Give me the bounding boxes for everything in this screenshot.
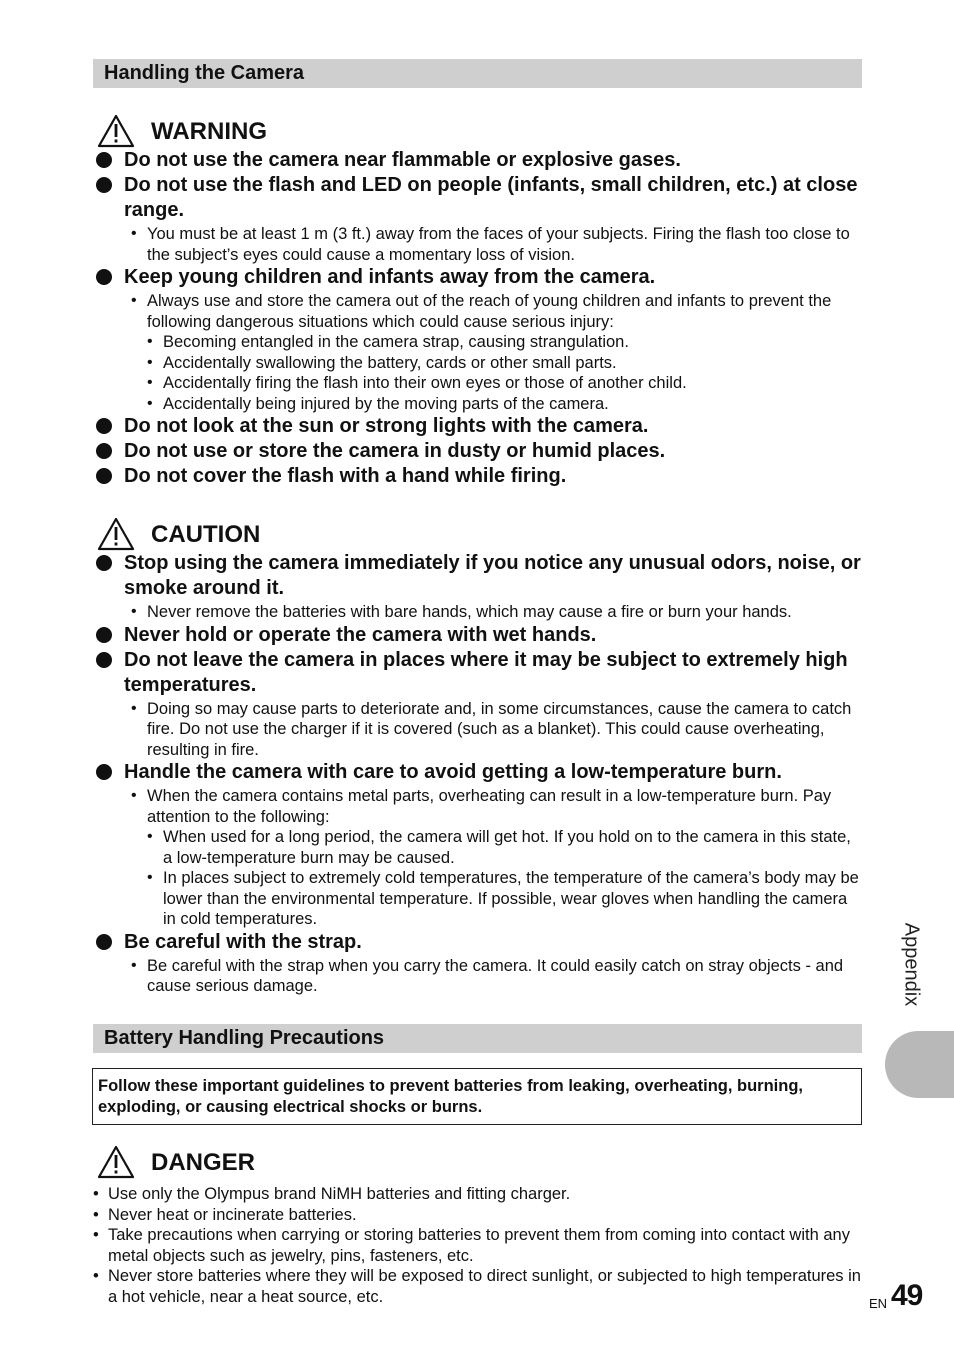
bullet-icon: • (131, 787, 137, 804)
warning-item: Do not cover the flash with a hand while firing. (93, 464, 863, 489)
danger-item: • Use only the Olympus brand NiMH batteries and fitting charger. (93, 1185, 571, 1203)
page-number-value: 49 (891, 1279, 923, 1312)
caution-item: Handle the camera with care to avoid getting a low-temperature burn. (93, 760, 863, 785)
caution-detail: • When the camera contains metal parts, overheating can result in a low-temperature burn. Pay attention to the following: (131, 787, 832, 826)
caution-title: CAUTION (151, 521, 261, 548)
warning-triangle-icon (97, 114, 135, 148)
danger-item: • Take precautions when carrying or storing batteries to prevent them from coming into contact with any metal objects such as jewelry, pins, fasteners, etc. (93, 1226, 850, 1265)
warning-item: Do not look at the sun or strong lights with the camera. (93, 414, 863, 439)
section-header-battery (93, 1024, 862, 1053)
caution-item: Never hold or operate the camera with wet hands. (93, 623, 863, 648)
battery-notice-box: Follow these important guidelines to prevent batteries from leaking, overheating, burning, exploding, or causing electrical shocks or burns. (92, 1068, 862, 1125)
danger-item: • Never store batteries where they will be exposed to direct sunlight, or subjected to high temperatures in a hot vehicle, near a heat source, etc. (93, 1267, 861, 1306)
filled-circle-icon (96, 652, 112, 668)
danger-list (93, 1184, 863, 1307)
bullet-icon: • (147, 353, 153, 371)
caution-list (93, 551, 863, 997)
warning-triangle-icon (97, 1145, 135, 1179)
warning-detail: • You must be at least 1 m (3 ft.) away from the faces of your subjects. Firing the flash too close to the subject’s eyes could cause a momentary loss of vision. (131, 225, 850, 264)
filled-circle-icon (96, 418, 112, 434)
filled-circle-icon (96, 177, 112, 193)
caution-item: Do not leave the camera in places where it may be subject to extremely high temperatures. (93, 648, 863, 698)
bullet-icon: • (147, 394, 153, 412)
danger-item: • Never heat or incinerate batteries. (93, 1205, 357, 1224)
warning-item: Do not use or store the camera in dusty or humid places. (93, 439, 863, 464)
warning-subdetail: • Accidentally swallowing the battery, cards or other small parts. (147, 353, 617, 372)
filled-circle-icon (96, 468, 112, 484)
filled-circle-icon (96, 443, 112, 459)
section-title: Battery Handling Precautions (104, 1027, 385, 1049)
bullet-icon: • (131, 699, 137, 717)
bullet-icon: • (131, 603, 137, 620)
caution-detail: • Be careful with the strap when you carry the camera. It could easily catch on stray objects - and cause serious damage. (131, 956, 844, 995)
bullet-icon: • (131, 292, 137, 309)
bullet-icon: • (93, 1267, 99, 1285)
caution-subdetail: • In places subject to extremely cold temperatures, the temperature of the camera’s body may be lower than the environmental temperature. If possible, wear gloves when handling the camera in cold temperatures. (147, 869, 859, 928)
caution-item: Stop using the camera immediately if you notice any unusual odors, noise, or smoke around it. (93, 551, 863, 601)
filled-circle-icon (96, 764, 112, 780)
warning-subdetail: • Becoming entangled in the camera strap, causing strangulation. (147, 333, 629, 351)
caution-item: Be careful with the strap. (93, 930, 863, 955)
warning-title: WARNING (151, 118, 267, 145)
warning-subdetail: • Accidentally firing the flash into their own eyes or those of another child. (147, 374, 687, 392)
caution-subdetail: • When used for a long period, the camera will get hot. If you hold on to the camera in this state, a low-temperature burn may be caused. (147, 828, 851, 867)
filled-circle-icon (96, 627, 112, 643)
bullet-icon: • (147, 374, 153, 391)
filled-circle-icon (96, 555, 112, 571)
bullet-icon: • (93, 1205, 99, 1224)
bullet-icon: • (147, 869, 153, 886)
section-header-handling (93, 59, 862, 88)
warning-detail: • Always use and store the camera out of the reach of young children and infants to prevent the following dangerous situations which could cause serious injury: (131, 292, 832, 331)
warning-list (93, 148, 863, 489)
warning-subdetail: • Accidentally being injured by the moving parts of the camera. (147, 394, 609, 413)
warning-item: Do not use the camera near flammable or explosive gases. (93, 148, 863, 173)
warning-item: Keep young children and infants away from the camera. (93, 265, 863, 290)
warning-triangle-icon (97, 517, 135, 551)
bullet-icon: • (93, 1226, 99, 1244)
caution-detail: • Doing so may cause parts to deteriorate and, in some circumstances, cause the camera to catch fire. Do not use the charger if it is covered (such as a blanket). This could cause overheating, resulting in fire. (131, 699, 852, 759)
caution-detail: • Never remove the batteries with bare hands, which may cause a fire or burn your hands. (131, 603, 792, 621)
appendix-side-label: Appendix (900, 922, 923, 1007)
filled-circle-icon (96, 152, 112, 168)
bullet-icon: • (93, 1185, 99, 1203)
bullet-icon: • (131, 225, 137, 242)
bullet-icon: • (147, 333, 153, 350)
appendix-tab (885, 1031, 954, 1098)
filled-circle-icon (96, 934, 112, 950)
language-code: EN (869, 1296, 888, 1311)
filled-circle-icon (96, 269, 112, 285)
bullet-icon: • (147, 828, 153, 845)
section-title: Handling the Camera (104, 62, 305, 84)
warning-item: Do not use the flash and LED on people (infants, small children, etc.) at close range. (93, 173, 863, 223)
danger-title: DANGER (151, 1149, 256, 1176)
bullet-icon: • (131, 956, 137, 974)
